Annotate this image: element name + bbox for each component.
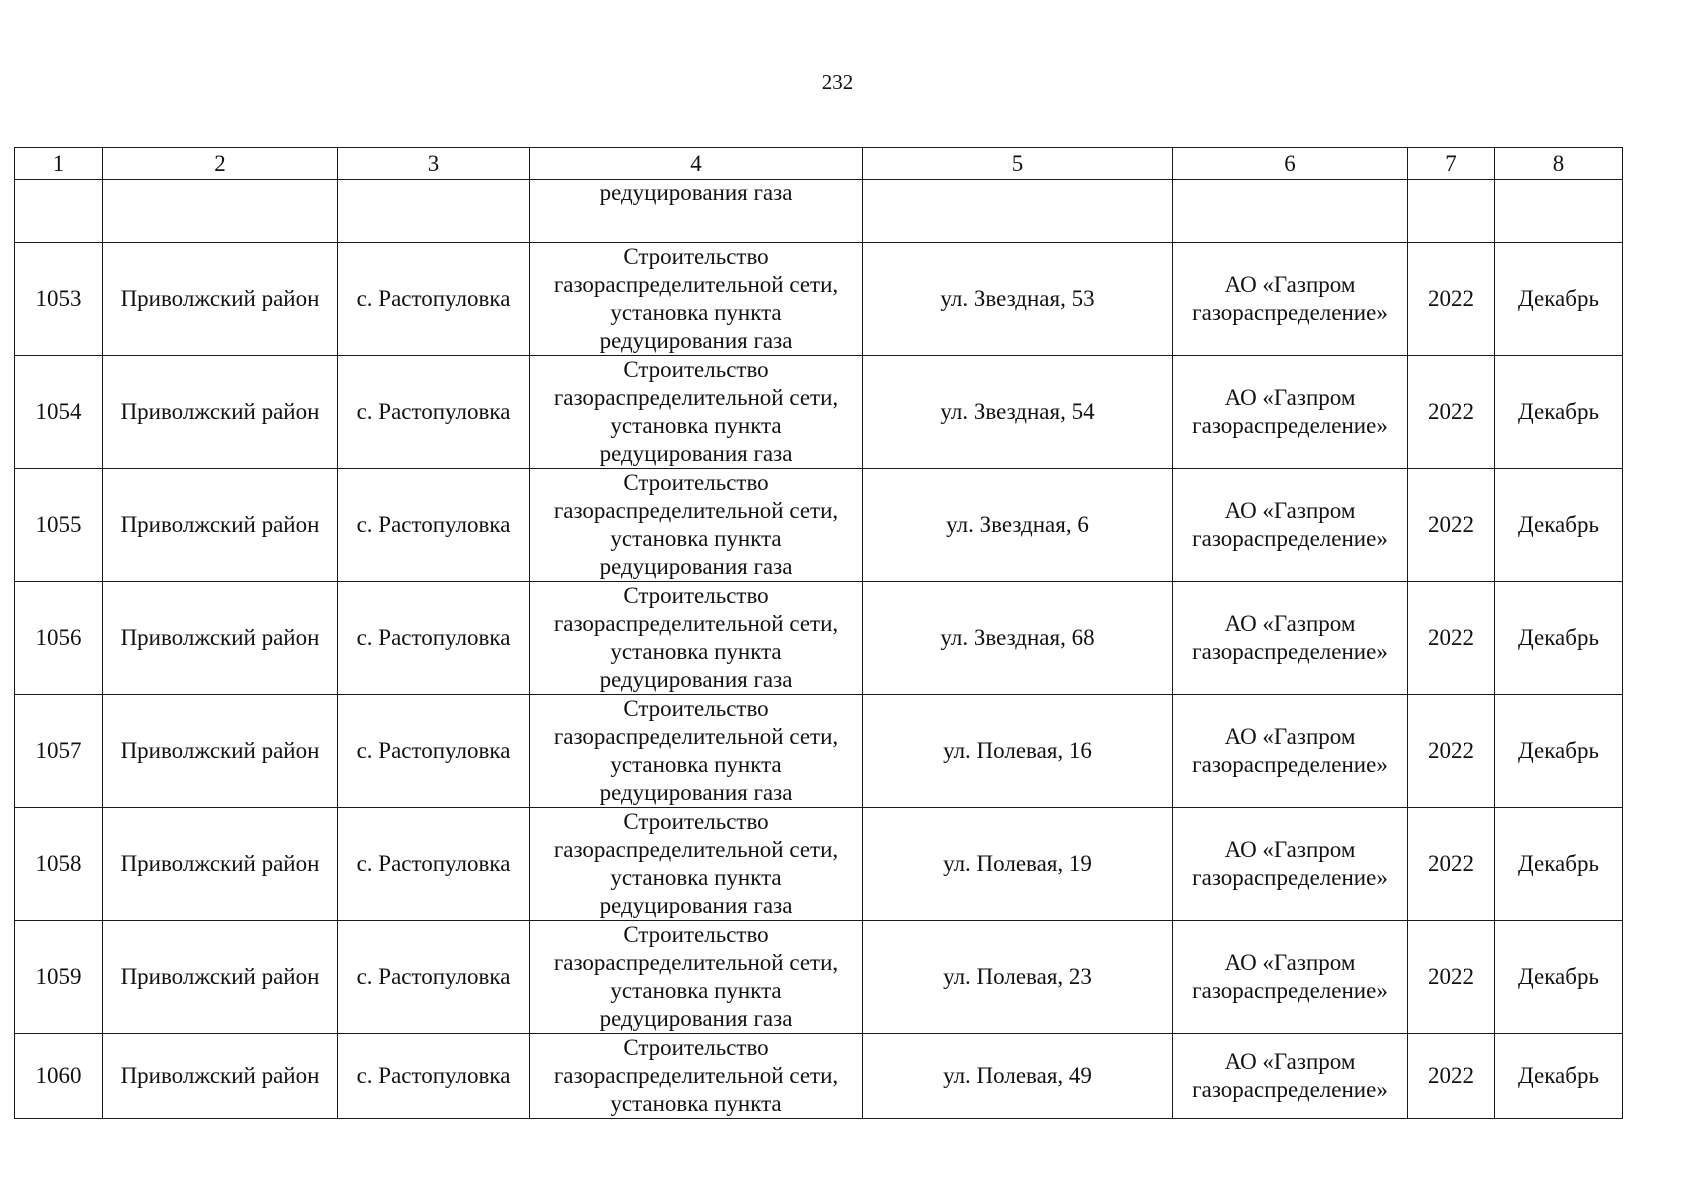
column-header-3: 3 xyxy=(338,148,530,180)
cell-month: Декабрь xyxy=(1495,695,1623,808)
cell-work: Строительство газораспределительной сети, установка пункта редуцирования газа xyxy=(530,582,863,695)
cell-work: Строительство газораспределительной сети, установка пункта редуцирования газа xyxy=(530,243,863,356)
table-row xyxy=(15,582,1623,695)
cell-district: Приволжский район xyxy=(103,356,338,469)
cell-address: ул. Полевая, 19 xyxy=(863,808,1173,921)
cell-year: 2022 xyxy=(1408,356,1495,469)
column-header-8: 8 xyxy=(1495,148,1623,180)
cell-settlement: с. Растопуловка xyxy=(338,356,530,469)
table-row xyxy=(15,1034,1623,1119)
cell-num: 1054 xyxy=(15,356,103,469)
cell-num: 1058 xyxy=(15,808,103,921)
cell-year: 2022 xyxy=(1408,921,1495,1034)
cell-district: Приволжский район xyxy=(103,921,338,1034)
cell-num: 1060 xyxy=(15,1034,103,1119)
table-row xyxy=(15,243,1623,356)
cell-num: 1056 xyxy=(15,582,103,695)
cell-month xyxy=(1495,180,1623,243)
cell-work: Строительство газораспределительной сети, установка пункта редуцирования газа xyxy=(530,808,863,921)
cell-district: Приволжский район xyxy=(103,1034,338,1119)
cell-year: 2022 xyxy=(1408,469,1495,582)
cell-year: 2022 xyxy=(1408,243,1495,356)
cell-month: Декабрь xyxy=(1495,469,1623,582)
cell-year: 2022 xyxy=(1408,1034,1495,1119)
cell-month: Декабрь xyxy=(1495,808,1623,921)
cell-settlement: с. Растопуловка xyxy=(338,1034,530,1119)
cell-org: АО «Газпром газораспределение» xyxy=(1173,808,1408,921)
column-number-header-row xyxy=(15,148,1623,180)
cell-org: АО «Газпром газораспределение» xyxy=(1173,469,1408,582)
cell-address: ул. Звездная, 53 xyxy=(863,243,1173,356)
column-header-4: 4 xyxy=(530,148,863,180)
cell-month: Декабрь xyxy=(1495,1034,1623,1119)
cell-year: 2022 xyxy=(1408,808,1495,921)
cell-org: АО «Газпром газораспределение» xyxy=(1173,356,1408,469)
cell-district: Приволжский район xyxy=(103,469,338,582)
cell-org: АО «Газпром газораспределение» xyxy=(1173,582,1408,695)
cell-address: ул. Полевая, 23 xyxy=(863,921,1173,1034)
column-header-2: 2 xyxy=(103,148,338,180)
cell-num xyxy=(15,180,103,243)
table-row xyxy=(15,469,1623,582)
table-row xyxy=(15,356,1623,469)
cell-settlement xyxy=(338,180,530,243)
cell-work: Строительство газораспределительной сети, установка пункта редуцирования газа xyxy=(530,695,863,808)
page-number: 232 xyxy=(821,70,854,94)
cell-address: ул. Полевая, 16 xyxy=(863,695,1173,808)
cell-work: Строительство газораспределительной сети, установка пункта редуцирования газа xyxy=(530,921,863,1034)
cell-num: 1055 xyxy=(15,469,103,582)
cell-address xyxy=(863,180,1173,243)
cell-district: Приволжский район xyxy=(103,243,338,356)
cell-district: Приволжский район xyxy=(103,695,338,808)
cell-org: АО «Газпром газораспределение» xyxy=(1173,1034,1408,1119)
cell-num: 1053 xyxy=(15,243,103,356)
table-row xyxy=(15,808,1623,921)
cell-settlement: с. Растопуловка xyxy=(338,243,530,356)
cell-district: Приволжский район xyxy=(103,582,338,695)
cell-work: Строительство газораспределительной сети, установка пункта редуцирования газа xyxy=(530,356,863,469)
cell-address: ул. Звездная, 54 xyxy=(863,356,1173,469)
gas-network-plan-table xyxy=(14,147,1623,1119)
cell-org: АО «Газпром газораспределение» xyxy=(1173,921,1408,1034)
cell-settlement: с. Растопуловка xyxy=(338,921,530,1034)
cell-year xyxy=(1408,180,1495,243)
document-sheet xyxy=(14,147,1622,1119)
continuation-row xyxy=(15,180,1623,243)
cell-num: 1059 xyxy=(15,921,103,1034)
cell-num: 1057 xyxy=(15,695,103,808)
column-header-6: 6 xyxy=(1173,148,1408,180)
cell-work: Строительство газораспределительной сети, установка пункта редуцирования газа xyxy=(530,469,863,582)
table-row xyxy=(15,695,1623,808)
cell-org: АО «Газпром газораспределение» xyxy=(1173,695,1408,808)
cell-org xyxy=(1173,180,1408,243)
cell-month: Декабрь xyxy=(1495,582,1623,695)
column-header-5: 5 xyxy=(863,148,1173,180)
cell-district: Приволжский район xyxy=(103,808,338,921)
cell-month: Декабрь xyxy=(1495,921,1623,1034)
cell-address: ул. Звездная, 6 xyxy=(863,469,1173,582)
cell-settlement: с. Растопуловка xyxy=(338,469,530,582)
cell-year: 2022 xyxy=(1408,695,1495,808)
cell-month: Декабрь xyxy=(1495,243,1623,356)
cell-settlement: с. Растопуловка xyxy=(338,695,530,808)
cell-address: ул. Полевая, 49 xyxy=(863,1034,1173,1119)
cell-work: Строительство газораспределительной сети, установка пункта xyxy=(530,1034,863,1119)
cell-settlement: с. Растопуловка xyxy=(338,808,530,921)
cell-year: 2022 xyxy=(1408,582,1495,695)
cell-settlement: с. Растопуловка xyxy=(338,582,530,695)
table-row xyxy=(15,921,1623,1034)
cell-district xyxy=(103,180,338,243)
column-header-7: 7 xyxy=(1408,148,1495,180)
cell-org: АО «Газпром газораспределение» xyxy=(1173,243,1408,356)
cell-work: редуцирования газа xyxy=(530,180,863,243)
column-header-1: 1 xyxy=(15,148,103,180)
cell-month: Декабрь xyxy=(1495,356,1623,469)
cell-address: ул. Звездная, 68 xyxy=(863,582,1173,695)
